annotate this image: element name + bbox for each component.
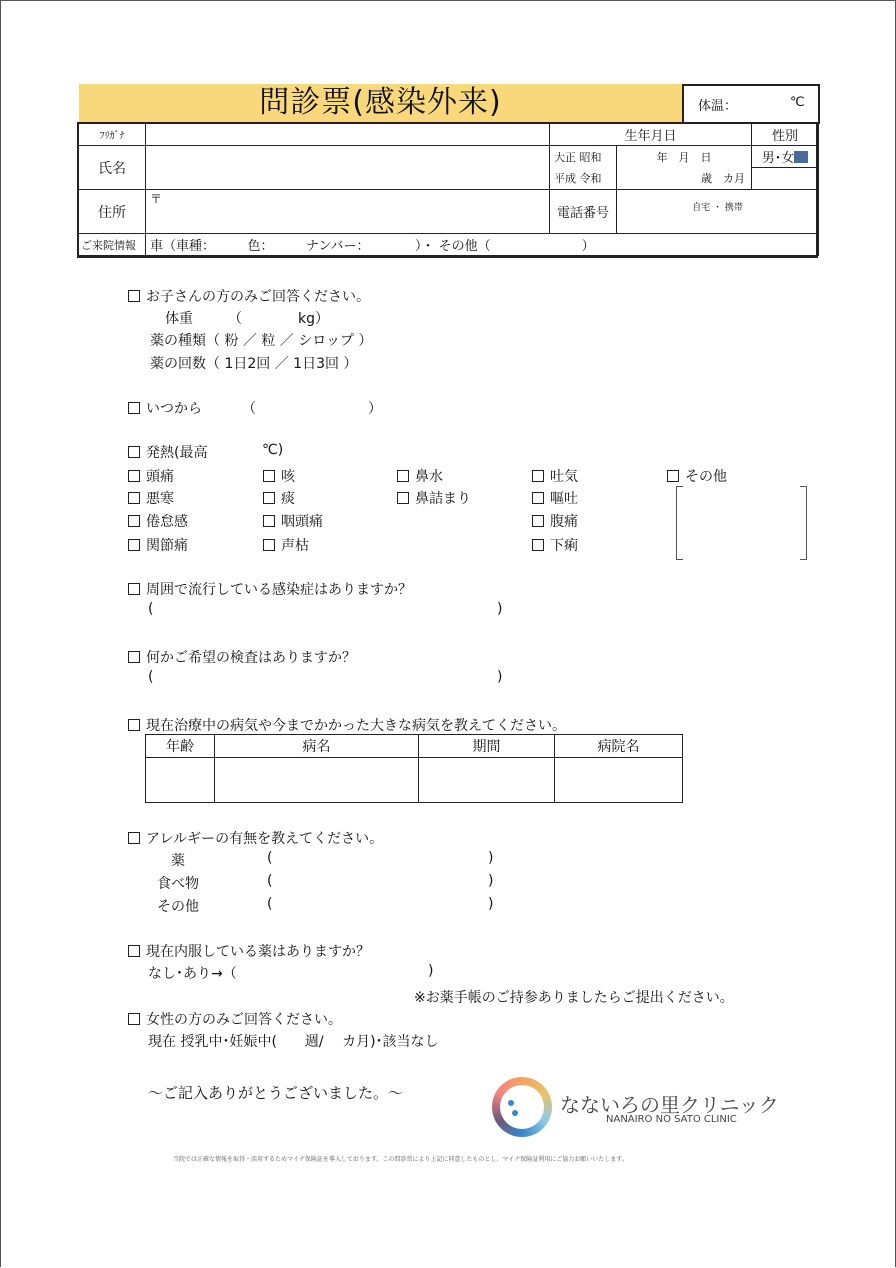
exam-question-text: 何かご希望の検査はありますか？	[146, 650, 356, 666]
paren-open: (	[267, 896, 273, 912]
female-question-text: 女性の方のみご回答ください。	[146, 1012, 342, 1028]
checkbox[interactable]	[532, 492, 544, 504]
epidemic-question-text: 周囲で流行している感染症はありますか？	[146, 582, 412, 598]
symptom-label: 咽頭痛	[281, 514, 323, 530]
meds-question	[128, 941, 370, 961]
symptom-cough[interactable]	[263, 466, 295, 486]
symptom-joint-pain[interactable]	[128, 535, 188, 555]
female-question	[128, 1009, 342, 1029]
symptom-runny-nose[interactable]	[397, 466, 443, 486]
paren-close: )	[497, 669, 503, 685]
checkbox[interactable]	[263, 539, 275, 551]
symptom-label: 倦怠感	[146, 514, 188, 530]
other-bracket-left	[676, 486, 683, 560]
med-frequency-field[interactable]: 薬の回数（ 1日2回 ／ 1日3回 ）	[150, 356, 358, 372]
logo-dot	[508, 1100, 514, 1106]
page-title: 問診票(感染外来)	[259, 85, 502, 120]
visit-info-field[interactable]: 車（車種： 色： ナンバー： ）・ その他（ ）	[146, 234, 819, 256]
since-field[interactable]: （ ）	[242, 401, 382, 417]
symptom-other[interactable]	[667, 466, 727, 486]
symptom-label: 下痢	[550, 538, 578, 554]
symptom-fatigue[interactable]	[128, 511, 188, 531]
child-checkbox[interactable]	[128, 290, 140, 302]
meds-checkbox[interactable]	[128, 945, 140, 957]
furigana-field[interactable]	[146, 124, 550, 146]
since-question-text: いつから	[146, 401, 202, 417]
symptom-headache[interactable]	[128, 466, 174, 486]
symptom-abdominal-pain[interactable]	[532, 511, 578, 531]
symptom-vomiting[interactable]	[532, 488, 578, 508]
symptom-label: 腹痛	[550, 514, 578, 530]
symptom-label: 悪寒	[146, 491, 174, 507]
temperature-label: 体温：	[698, 99, 738, 114]
temperature-box[interactable]	[682, 84, 820, 124]
era-lower[interactable]: 平成 令和	[550, 168, 617, 190]
era-upper[interactable]: 大正 昭和	[550, 146, 617, 168]
col-age: 年齢	[146, 735, 215, 758]
symptom-label: 頭痛	[146, 469, 174, 485]
paren-close: )	[497, 601, 503, 617]
paren-open: (	[267, 850, 273, 866]
address-label: 住所	[79, 190, 146, 234]
since-question	[128, 398, 202, 418]
checkbox[interactable]	[263, 470, 275, 482]
weight-field[interactable]: 体重 （ kg）	[165, 311, 329, 327]
symptom-sore-throat[interactable]	[263, 511, 323, 531]
history-question	[128, 715, 566, 735]
col-period: 期間	[419, 735, 555, 758]
checkbox[interactable]	[263, 492, 275, 504]
meds-question-text: 現在内服している薬はありますか？	[146, 944, 370, 960]
phone-field[interactable]	[617, 190, 819, 234]
birthdate-label: 生年月日	[550, 124, 752, 146]
checkbox[interactable]	[397, 492, 409, 504]
history-question-text: 現在治療中の病気や今までかかった大きな病気を教えてください。	[146, 718, 566, 734]
child-question-text: お子さんの方のみご回答ください。	[146, 289, 370, 305]
patient-info-table	[78, 123, 819, 256]
meds-note: ※お薬手帳のご持参ありましたらご提出ください。	[414, 990, 734, 1006]
allergy-checkbox[interactable]	[128, 832, 140, 844]
fever-unit: ℃)	[262, 442, 284, 458]
clinic-name: なないろの里クリニック	[560, 1093, 779, 1117]
symptom-label: 吐気	[550, 469, 578, 485]
birthdate-ymd[interactable]: 年 月 日	[617, 146, 752, 168]
female-answer[interactable]: 現在 授乳中･妊娠中( 週/ カ月)･該当なし	[148, 1034, 439, 1050]
history-table	[145, 734, 683, 803]
age-field[interactable]: 歳 カ月	[617, 168, 752, 190]
allergy-food-label: 食べ物	[157, 876, 199, 892]
history-cell[interactable]	[146, 758, 215, 803]
checkbox[interactable]	[667, 470, 679, 482]
exam-checkbox[interactable]	[128, 651, 140, 663]
checkbox[interactable]	[532, 515, 544, 527]
other-bracket-right	[800, 486, 807, 560]
name-label: 氏名	[79, 146, 146, 190]
postal-mark: 〒	[150, 192, 163, 206]
thanks-text: ～ご記入ありがとうございました。～	[148, 1084, 404, 1102]
visit-info-label: ご来院情報	[79, 234, 146, 256]
symptom-phlegm[interactable]	[263, 488, 295, 508]
symptom-nausea[interactable]	[532, 466, 578, 486]
female-checkbox[interactable]	[128, 1013, 140, 1025]
fever-checkbox[interactable]	[128, 446, 140, 458]
paren-open: (	[148, 669, 154, 685]
checkbox[interactable]	[263, 515, 275, 527]
symptom-chills[interactable]	[128, 488, 174, 508]
checkbox[interactable]	[397, 470, 409, 482]
clinic-name-en: NANAIRO NO SATO CLINIC	[606, 1114, 737, 1125]
symptom-label: 鼻詰まり	[415, 491, 471, 507]
allergy-drug-label: 薬	[171, 853, 185, 869]
name-field[interactable]	[146, 146, 550, 190]
paren-close: )	[488, 873, 494, 889]
epidemic-checkbox[interactable]	[128, 583, 140, 595]
furigana-label: ﾌﾘｶﾞﾅ	[79, 124, 146, 146]
since-checkbox[interactable]	[128, 402, 140, 414]
history-cell[interactable]	[215, 758, 419, 803]
symptom-label: 声枯	[281, 538, 309, 554]
fever-question	[128, 442, 207, 462]
paren-close: )	[428, 963, 434, 979]
fever-label: 発熱(最高	[146, 445, 208, 461]
checkbox[interactable]	[128, 515, 140, 527]
checkbox[interactable]	[128, 492, 140, 504]
history-checkbox[interactable]	[128, 719, 140, 731]
temperature-unit: ℃	[790, 95, 805, 110]
checkbox[interactable]	[128, 470, 140, 482]
phone-label: 電話番号	[550, 190, 617, 234]
sex-selection-marker	[794, 151, 808, 163]
symptom-label: 痰	[281, 491, 295, 507]
sex-options-text: 男･女	[761, 151, 795, 166]
symptom-hoarseness[interactable]	[263, 535, 309, 555]
paren-open: (	[148, 601, 154, 617]
history-cell[interactable]	[555, 758, 683, 803]
paren-open: (	[267, 873, 273, 889]
symptom-label: 鼻水	[415, 469, 443, 485]
symptom-label: 関節痛	[146, 538, 188, 554]
child-question	[128, 286, 370, 306]
checkbox[interactable]	[532, 470, 544, 482]
sex-blank	[752, 168, 819, 190]
meds-answer[interactable]: なし･あり→（	[148, 966, 237, 982]
symptom-stuffy-nose[interactable]	[397, 488, 471, 508]
history-cell[interactable]	[419, 758, 555, 803]
fine-print: 当院では正確な情報を取得・活用するためマイナ保険証を導入しております。この問診票により上記に同意したものとし、マイナ保険証利用にご協力お願いいたします。	[173, 1156, 628, 1163]
phone-types: 自宅 ・ 携帯	[692, 203, 743, 213]
allergy-question	[128, 828, 383, 848]
logo-dot	[512, 1110, 518, 1116]
symptom-label: 咳	[281, 469, 295, 485]
address-field[interactable]	[146, 190, 550, 234]
exam-question	[128, 647, 356, 667]
allergy-other-label: その他	[157, 899, 199, 915]
symptom-diarrhea[interactable]	[532, 535, 578, 555]
col-disease: 病名	[215, 735, 419, 758]
paren-close: )	[488, 850, 494, 866]
col-hospital: 病院名	[555, 735, 683, 758]
med-type-field[interactable]: 薬の種類（ 粉 ／ 粒 ／ シロップ ）	[150, 333, 373, 349]
clinic-logo-center	[500, 1085, 544, 1129]
sex-label: 性別	[752, 124, 819, 146]
checkbox[interactable]	[128, 539, 140, 551]
allergy-question-text: アレルギーの有無を教えてください。	[146, 831, 384, 847]
symptom-label: 嘔吐	[550, 491, 578, 507]
paren-close: )	[488, 896, 494, 912]
symptom-label: その他	[685, 469, 727, 485]
sex-options[interactable]	[752, 146, 819, 168]
checkbox[interactable]	[532, 539, 544, 551]
epidemic-question	[128, 579, 412, 599]
